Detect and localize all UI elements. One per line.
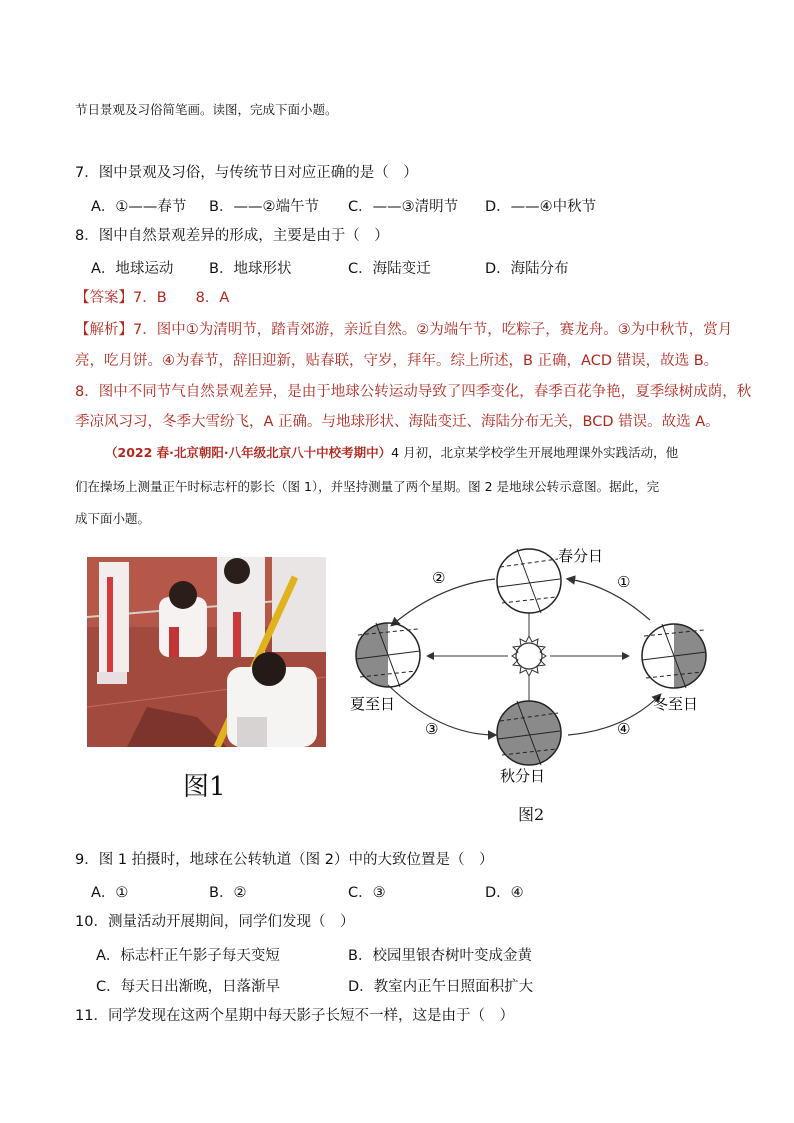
option-b[interactable]: B．地球形状 [209,261,292,277]
option-a[interactable]: A．标志杆正午影子每天变短 [96,948,280,964]
earth-summer-solstice [356,623,420,687]
earth-autumn-equinox [497,701,561,765]
answer-line [75,288,229,308]
arc-label-4: ④ [617,720,631,738]
label-spring-equinox: 春分日 [558,547,604,565]
analysis-line-3: 8．图中不同节气自然景观差异，是由于地球公转运动导致了四季变化，春季百花争艳，夏季绿树成荫，秋 [75,384,752,400]
question-8-options [0,257,794,277]
earth-winter-solstice [642,624,706,688]
question-7-options [0,195,794,215]
arc-label-3: ③ [425,720,439,738]
orbit-arc-1 [568,579,650,620]
label-summer-solstice: 夏至日 [350,695,396,713]
question-11-stem: 11．同学发现在这两个星期中每天影子长短不一样，这是由于（ ） [75,1008,514,1024]
option-c[interactable]: C．③ [348,885,386,901]
analysis-tag: 【解析】 [75,322,133,338]
analysis-line-2: 亮，吃月饼。④为春节，辞旧迎新，贴春联，守岁，拜年。综上所述，B 正确，ACD 错误，故选 B。 [75,353,719,369]
option-a[interactable]: A．① [91,885,129,901]
source-citation: （2022 春·北京朝阳·八年级北京八十中校考期中） [105,445,392,460]
question-9-stem: 9．图 1 拍摄时，地球在公转轨道（图 2）中的大致位置是（ ） [75,852,494,868]
earth-spring-equinox [497,549,561,613]
question-8-stem: 8．图中自然景观差异的形成，主要是由于（ ） [75,228,389,244]
option-c[interactable]: C．每天日出渐晚，日落渐早 [96,979,281,995]
option-a[interactable]: A．地球运动 [91,261,174,277]
question-9-options [0,881,794,901]
question-10-stem: 10．测量活动开展期间，同学们发现（ ） [75,914,355,930]
option-d[interactable]: D．④ [485,885,524,901]
figure-1-photo [87,557,326,747]
material-text: 4 月初，北京某学校学生开展地理课外实践活动，他 [391,445,679,460]
orbit-arc-3 [388,685,495,735]
analysis-line-4: 季凉风习习，冬季大雪纷飞，A 正确。与地球形状、海陆变迁、海陆分布无关，BCD 错误。故选 A。 [75,414,720,430]
analysis-text: 7．图中①为清明节，踏青郊游，亲近自然。②为端午节，吃粽子，赛龙舟。③为中秋节，赏月 [133,322,733,338]
question-10-options-row-1 [0,944,794,964]
material-line-2: 们在操场上测量正午时标志杆的影长（图 1），并坚持测量了两个星期。图 2 是地球公转示意图。据此，完 [75,479,660,494]
option-b[interactable]: B．② [209,885,247,901]
orbit-arc-4 [568,695,660,735]
question-7-stem: 7．图中景观及习俗，与传统节日对应正确的是（ ） [75,165,418,181]
option-d[interactable]: D．——④中秋节 [485,199,597,215]
label-winter-solstice: 冬至日 [653,695,699,713]
option-c[interactable]: C．——③清明节 [348,199,459,215]
answer-text: 7．B 8．A [133,290,230,306]
option-c[interactable]: C．海陆变迁 [348,261,431,277]
option-a[interactable]: A．①——春节 [91,199,187,215]
option-b[interactable]: B．——②端午节 [209,199,319,215]
material-line-3: 成下面小题。 [75,511,151,526]
option-d[interactable]: D．教室内正午日照面积扩大 [348,979,534,995]
option-d[interactable]: D．海陆分布 [485,261,569,277]
intro-text: 节日景观及习俗简笔画。读图，完成下面小题。 [75,102,338,117]
figure-2-diagram [340,535,720,835]
sun-icon [512,636,546,676]
analysis-line-1 [75,320,732,340]
arc-label-1: ① [617,573,631,591]
answer-tag: 【答案】 [75,290,133,306]
arc-label-2: ② [432,569,446,587]
option-b[interactable]: B．校园里银杏树叶变成金黄 [348,948,532,964]
figure-2-caption: 图2 [518,805,545,824]
material-line-1 [105,443,678,463]
label-autumn-equinox: 秋分日 [500,767,546,785]
figure-1-caption: 图1 [183,772,226,802]
question-10-options-row-2 [0,975,794,995]
